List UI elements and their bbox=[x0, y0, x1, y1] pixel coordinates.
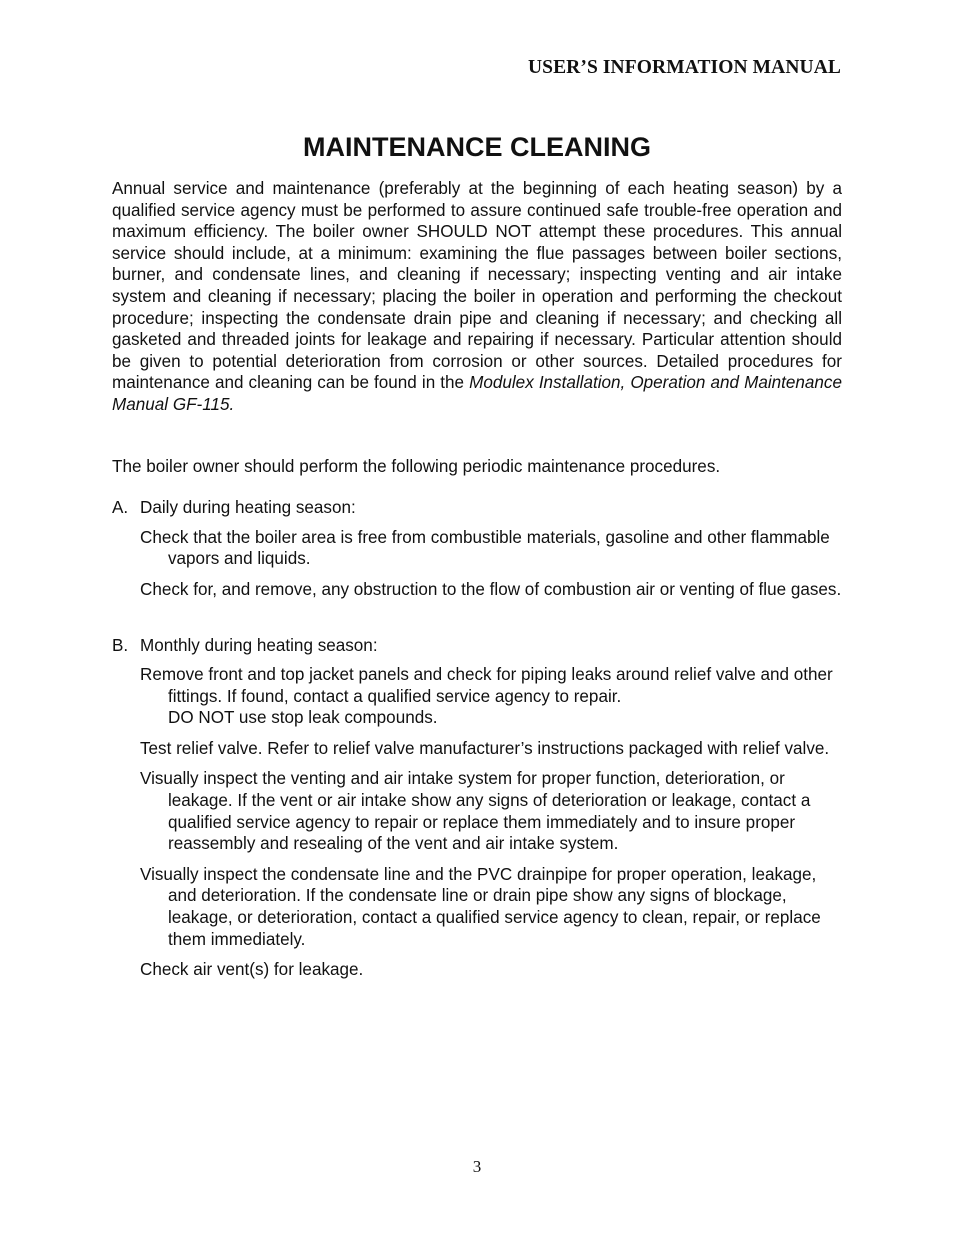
manual-reference: Modulex Installation, Operation and Maintenance Manual GF-115. bbox=[112, 373, 842, 414]
page-body bbox=[112, 178, 842, 990]
list-item: Visually inspect the venting and air intake system for proper function, deterioration, or leakage. If the vent or air intake show any signs of deterioration or leakage, contact a qualified service agency to repair or replace them immediately and to insure proper reassembly and resealing of the vent and air intake system. bbox=[140, 769, 811, 854]
monthly-checklist bbox=[112, 664, 842, 981]
section-monthly bbox=[112, 635, 842, 981]
section-heading bbox=[112, 497, 842, 519]
list-item: Test relief valve. Refer to relief valve manufacturer’s instructions packaged with relief valve. bbox=[140, 738, 830, 758]
list-item: Check that the boiler area is free from combustible materials, gasoline and other flammable vapors and liquids. bbox=[140, 527, 830, 569]
page-number: 3 bbox=[472, 1157, 482, 1176]
section-letter: A. bbox=[112, 498, 129, 518]
intro-paragraph bbox=[112, 178, 842, 416]
section-letter: B. bbox=[112, 635, 129, 655]
section-heading-text: Daily during heating season: bbox=[140, 498, 356, 518]
list-item: Visually inspect the condensate line and the PVC drainpipe for proper operation, leakage, and deterioration. If the condensate line or drain pipe show any signs of blockage, leakage, or deterioration, contact a qualified service agency to clean, repair, or replace them immediately. bbox=[140, 864, 821, 949]
running-header: USER’S INFORMATION MANUAL bbox=[527, 57, 841, 78]
list-item-text: Remove front and top jacket panels and check for piping leaks around relief valve and other fittings. If found, contact a qualified service agency to repair. bbox=[140, 665, 833, 706]
list-item bbox=[140, 664, 842, 729]
section-daily bbox=[112, 497, 842, 600]
page-title: MAINTENANCE CLEANING bbox=[303, 132, 651, 162]
section-heading-text: Monthly during heating season: bbox=[140, 635, 378, 655]
list-item-warning: DO NOT use stop leak compounds. bbox=[168, 708, 438, 728]
owner-procedures-lead: The boiler owner should perform the following periodic maintenance procedures. bbox=[112, 456, 721, 476]
daily-checklist bbox=[112, 527, 842, 601]
list-item: Check for, and remove, any obstruction to the flow of combustion air or venting of flue gases. bbox=[140, 579, 842, 599]
section-heading bbox=[112, 635, 842, 657]
list-item: Check air vent(s) for leakage. bbox=[140, 960, 364, 980]
intro-text: Annual service and maintenance (preferably at the beginning of each heating season) by a qualified service agency must be performed to assure continued safe trouble-free operation and maximum efficiency. The boiler owner SHOULD NOT attempt these procedures. This annual service should include, at a minimum: examining the flue passages between boiler sections, burner, and condensate lines, and cleaning if necessary; inspecting venting and air intake system and cleaning if necessary; placing the boiler in operation and performing the checkout procedure; inspecting the condensate drain pipe and cleaning if necessary; and checking all gasketed and threaded joints for leakage and repairing if necessary. Particular attention should be given to potential deterioration from corrosion or other sources. Detailed procedures for maintenance and cleaning can be found in the bbox=[112, 179, 842, 393]
